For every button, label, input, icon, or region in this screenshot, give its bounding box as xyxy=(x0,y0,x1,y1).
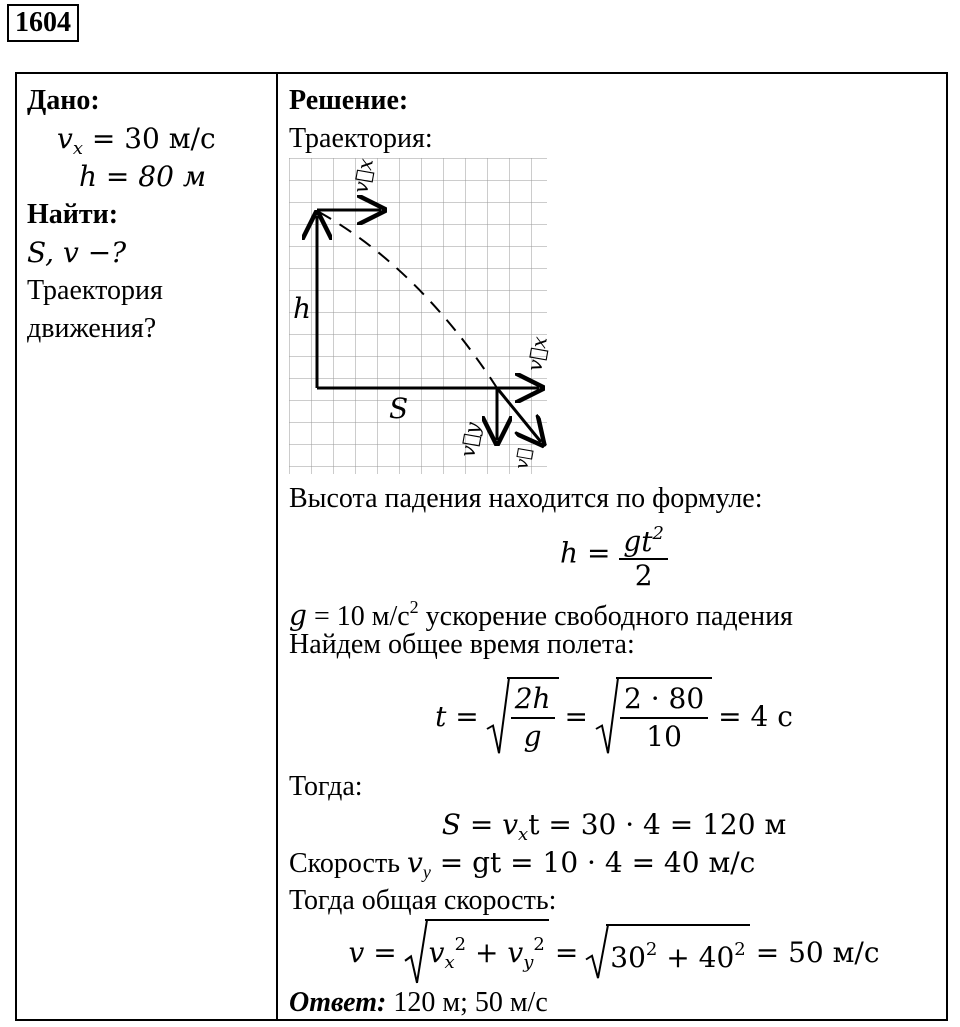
then-label-1: Тогда: xyxy=(289,771,363,802)
trajectory-sketch xyxy=(289,158,939,480)
given-title: Дано: xyxy=(27,85,100,116)
solution-table xyxy=(15,72,948,1021)
v-formula: v = $v_x^2 + v_y^2$ = $30^2 + 40^2$ = 50 м/с xyxy=(289,920,939,984)
sketch-h-label: h xyxy=(293,292,312,325)
answer-value: 120 м; 50 м/с xyxy=(386,987,548,1018)
solution-column xyxy=(289,82,939,1022)
vy-line: Скорость $v_y$ = gt = 10 · 4 = 40 м/с xyxy=(289,846,756,882)
s-formula: $S = v_xt = 30 \cdot 4 = 120$ м xyxy=(441,808,787,845)
time-text: Найдем общее время полета: xyxy=(289,629,635,660)
t-formula: t = $\frac{2h}{g}$ = $\frac{2 \cdot 80}{10}$ = 4 с xyxy=(289,664,939,768)
g-line: g = 10 $м/с^2$ ускорение свободного падения xyxy=(289,597,793,632)
find-line-3: движения? xyxy=(27,313,157,344)
problem-number: 1604 xyxy=(7,4,79,42)
given-h: h = 80 м xyxy=(79,160,207,193)
grid-paper xyxy=(289,158,547,474)
find-expr: S, v −? xyxy=(27,236,127,269)
sketch-v-label: v⃗ xyxy=(511,446,536,471)
sketch-vx-top-label: v⃗x xyxy=(348,156,378,195)
height-text: Высота падения находится по формуле: xyxy=(289,483,763,514)
sketch-s-label: S xyxy=(389,392,409,425)
trajectory-svg xyxy=(289,156,552,474)
sketch-vx-right-label: v⃗x xyxy=(522,334,552,373)
column-divider xyxy=(276,74,278,1019)
given-vx: $v_x = 30$ м/с xyxy=(57,122,216,159)
h-formula: h = $\frac{gt^2}{2}$ xyxy=(289,518,939,588)
sketch-vy-label: v⃗y xyxy=(455,420,485,459)
solution-title: Решение: xyxy=(289,85,409,116)
trajectory-label: Траектория: xyxy=(289,123,433,154)
answer-line xyxy=(289,984,939,1022)
find-title: Найти: xyxy=(27,199,119,230)
given-column xyxy=(27,82,267,348)
answer-label: Ответ: xyxy=(289,987,387,1018)
total-text: Тогда общая скорость: xyxy=(289,885,557,916)
find-line-2: Траектория xyxy=(27,275,163,306)
